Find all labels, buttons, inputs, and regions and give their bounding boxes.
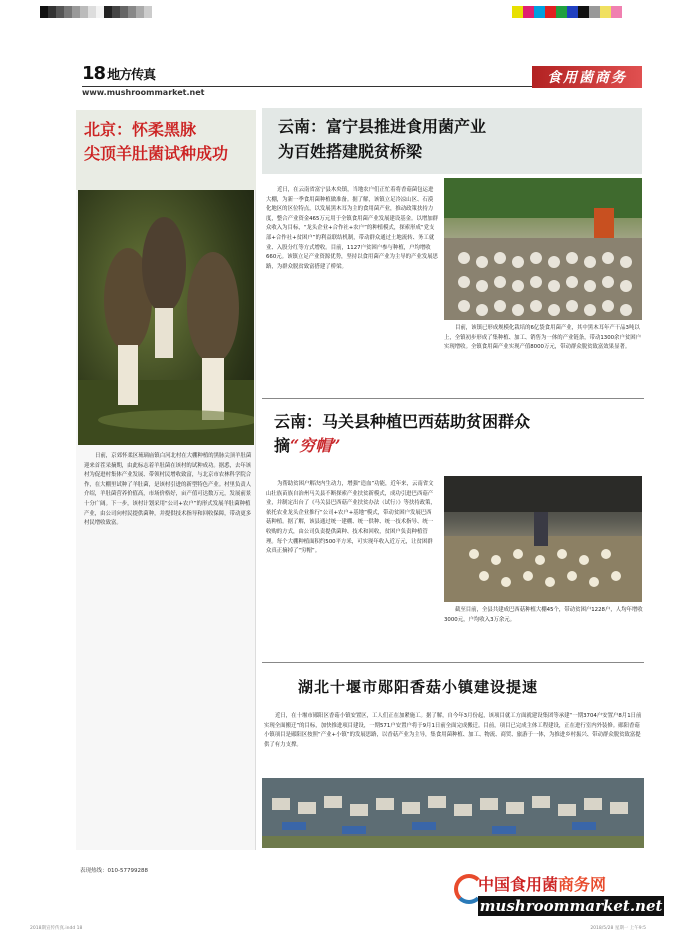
left-title-line1: 北京：怀柔黑脉	[84, 120, 197, 139]
brand-badge: 食用菌商务	[532, 66, 642, 88]
greenhouse-illustration	[444, 178, 642, 320]
article2-title-line1: 云南：马关县种植巴西菇助贫困群众	[274, 412, 531, 431]
morel-photo	[78, 190, 254, 445]
article2-title-highlight: “穷帽”	[290, 436, 341, 455]
mushroom-greenhouse-photo	[444, 178, 642, 320]
town-aerial-photo	[262, 778, 644, 848]
article2-title-line2: 摘“穷帽”	[274, 436, 341, 455]
site-url: www.mushroommarket.net	[82, 88, 205, 97]
section-name: 地方传真	[107, 68, 156, 83]
article1-title-line2: 为百姓搭建脱贫桥梁	[278, 142, 423, 161]
article2-body: 为帮助贫困户解决内生动力，增强“造血”功能，近年来，云南省文山壮族苗族自治州马关县不断探索产业扶贫新模式，成功引进巴西菇产业，并制定出台了《马关县巴西菇产业扶贫办法（试行）》等扶持政策，依托农业龙头企业推行“公司+农户+基地”模式，带动贫困户发展巴西菇种植。据了解，该县通过统一建棚、统一供种、统一技术指导、统一收购的方式，由公司负责提供菌种、技术和回收，贫困户负责种植管理。每个大棚种植面积约500平方米，可实现年收入近万元，让贫困群众真正摘掉了“穷帽”。	[266, 481, 436, 555]
article-divider	[262, 398, 644, 399]
left-article-body: 日前，京郊怀柔区琉璃庙镇白河北村在大棚种植的黑脉尖顶羊肚菌迎来首茬采摘期，由此标志着羊肚菌在该村的试种成功。据悉，去年该村为促进村集体产业发展、带领村民增收致富，与北京市农林科学院合作，在大棚里试种了羊肚菌，是该村引进的新型特色产业。村里负责人介绍，羊肚菌营养价值高，市场价格好，亩产值可达数万元，发展前景十分广阔。下一步，该村计划采用“公司+农户”的形式发展羊肚菌种植产业，由公司向村民提供菌种，并提供技术指导和回收保障，带动更多村民增收致富。	[84, 453, 252, 527]
page-number: 18 地方传真	[82, 63, 156, 84]
article1-title-line1: 云南：富宁县推进食用菌产业	[278, 117, 487, 136]
agaricus-greenhouse-photo	[444, 476, 642, 602]
printer-marks	[0, 0, 676, 30]
article-divider	[262, 662, 644, 663]
footer-url: mushroommarket.net	[479, 897, 663, 915]
cmyk-color-bar	[512, 6, 622, 18]
left-title-line2: 尖顶羊肚菌试种成功	[84, 144, 229, 163]
article1-title	[278, 114, 486, 164]
agaricus-illustration	[444, 476, 642, 602]
town-illustration	[262, 778, 644, 848]
article3-body: 近日，在十堰市郧阳区香菇小镇安置区，工人们正在加紧施工。据了解，自今年3月份起，该项目就工方面就建设集团等承建“一期3704户安置户8月1日前实现全面搬迁”的目标，加快推进项目建设，一期571户安置户将于9月1日前全面完成搬迁。目前，项目已完成主体工程建设，正在进行室内外装修。郧阳香菇小镇项目是郧阳区按照“产业+小镇”的发展思路，以香菇产业为主导，集食用菌种植、加工、物流、商贸、旅游于一体，为推进乡村振兴、带动群众脱贫致富提供了有力支撑。	[264, 713, 642, 748]
gray-scale-bar	[40, 6, 152, 18]
left-article-title	[84, 118, 254, 166]
hotline: 表现热线：010-57799288	[80, 868, 148, 874]
morel-illustration	[78, 190, 254, 445]
article3-title: 湖北十堰市郧阳香菇小镇建设提速	[298, 678, 539, 696]
print-info: 2018期宣传传真.indd 18 2018/5/28 星期一 上午9:5	[30, 926, 646, 931]
article2-title	[274, 410, 644, 458]
article2-caption: 截至目前，全县共建成巴西菇种植大棚45个，带动贫困户1228户，人均年增收3000元，户均收入3万余元。	[444, 607, 643, 623]
article1-caption: 目前，该镇已形成规模化栽培的6亿袋食用菌产业，其中黑木耳年产干品3吨以上，全镇初步形成了集种植、加工、销售为一体的产业链条，带动1300余户贫困户实现增收。全镇食用菌产业实现产值8000万元，带动群众脱贫致富效果显著。	[444, 325, 642, 351]
article1-body: 近日，在云南省富宁县木央镇，当地农户们正忙着将香菇菌包运进大棚，为新一季食用菌种植做准备。据了解，该镇立足冷凉山区、石漠化地区的区位特点，以发展黑木耳为主的食用菌产业，推动政策扶持力度，整合产业资金465万元用于全镇食用菌产业发展建设基金。以增加群众收入为目标，“龙头企业+合作社+农户”的种植模式，探索形成“党支部+合作社+贫困户”的利益联结机制，带动群众通过土地流转、务工就业、入股分红等方式增收。目前，1127户贫困户参与种植，户均增收660元。该镇立足产业资源优势，坚持以食用菌产业为主导的产业发展思路，为群众脱贫致富搭建了桥梁。	[266, 187, 439, 270]
footer-logo: 中国食用菌商务网	[478, 875, 607, 894]
